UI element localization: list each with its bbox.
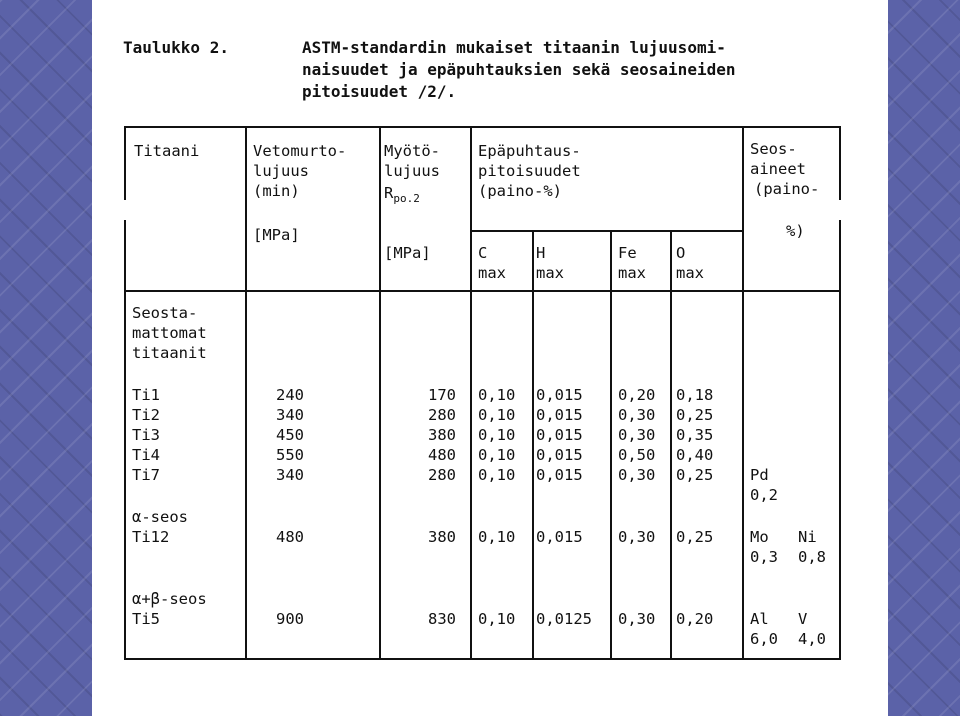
row-fe: 0,30	[618, 466, 656, 484]
row-h: 0,015	[536, 466, 583, 484]
row-o: 0,35	[676, 426, 714, 444]
row-o: 0,25	[676, 466, 714, 484]
table-bottom-border	[124, 658, 841, 660]
alloy-pd-label: Pd	[750, 466, 769, 484]
row-o: 0,20	[676, 610, 714, 628]
row-c: 0,10	[478, 406, 516, 424]
row-h: 0,015	[536, 446, 583, 464]
subheader-h: H	[536, 244, 546, 262]
row-fe: 0,30	[618, 528, 656, 546]
alloy-al-value: 6,0	[750, 630, 778, 648]
row-h: 0,015	[536, 386, 583, 404]
col-divider-3	[470, 126, 472, 658]
row-fe: 0,30	[618, 610, 656, 628]
group-unalloyed-2: mattomat	[132, 324, 207, 342]
header-impurity-1: Epäpuhtaus-	[478, 142, 581, 160]
document-page	[92, 0, 888, 716]
alloy-ni-label: Ni	[798, 528, 817, 546]
col-divider-1	[245, 126, 247, 658]
right-border-top	[839, 126, 841, 200]
row-tensile: 340	[276, 406, 304, 424]
header-yield-2: lujuus	[384, 162, 440, 180]
row-c: 0,10	[478, 528, 516, 546]
row-name: Ti5	[132, 610, 160, 628]
alloy-mo-label: Mo	[750, 528, 769, 546]
header-tensile-1: Vetomurto-	[253, 142, 347, 160]
header-yield-1: Myötö-	[384, 142, 440, 160]
group-alpha-beta: α+β-seos	[132, 590, 207, 608]
row-c: 0,10	[478, 386, 516, 404]
row-yield: 830	[428, 610, 456, 628]
row-tensile: 240	[276, 386, 304, 404]
row-fe: 0,50	[618, 446, 656, 464]
row-c: 0,10	[478, 610, 516, 628]
row-tensile: 340	[276, 466, 304, 484]
header-yield-subscript: po.2	[393, 192, 420, 205]
subheader-o-max: max	[676, 264, 704, 282]
left-border-bottom	[124, 220, 126, 660]
caption-line-3: pitoisuudet /2/.	[302, 82, 457, 101]
col-divider-fe-o	[670, 230, 672, 658]
header-impurity-3: (paino-%)	[478, 182, 562, 200]
row-h: 0,015	[536, 406, 583, 424]
impurity-subheader-border	[470, 230, 742, 232]
table-top-border	[124, 126, 841, 128]
row-tensile: 900	[276, 610, 304, 628]
alloy-v-value: 4,0	[798, 630, 826, 648]
col-divider-h-fe	[610, 230, 612, 658]
header-yield-unit: [MPa]	[384, 244, 431, 262]
row-yield: 280	[428, 466, 456, 484]
row-name: Ti3	[132, 426, 160, 444]
row-c: 0,10	[478, 466, 516, 484]
row-o: 0,18	[676, 386, 714, 404]
row-tensile: 480	[276, 528, 304, 546]
header-alloying-3: (paino-	[754, 180, 820, 198]
row-o: 0,25	[676, 406, 714, 424]
left-border-top	[124, 126, 126, 200]
row-yield: 380	[428, 528, 456, 546]
header-tensile-2: lujuus	[253, 162, 309, 180]
row-name: Ti7	[132, 466, 160, 484]
header-tensile-3: (min)	[253, 182, 300, 200]
col-divider-c-h	[532, 230, 534, 658]
row-yield: 480	[428, 446, 456, 464]
row-h: 0,0125	[536, 610, 592, 628]
table-label: Taulukko 2.	[123, 38, 229, 57]
row-fe: 0,30	[618, 426, 656, 444]
subheader-h-max: max	[536, 264, 564, 282]
row-fe: 0,20	[618, 386, 656, 404]
alloy-mo-value: 0,3	[750, 548, 778, 566]
row-name: Ti4	[132, 446, 160, 464]
row-o: 0,25	[676, 528, 714, 546]
subheader-fe: Fe	[618, 244, 637, 262]
row-fe: 0,30	[618, 406, 656, 424]
row-name: Ti1	[132, 386, 160, 404]
row-tensile: 550	[276, 446, 304, 464]
row-c: 0,10	[478, 446, 516, 464]
row-name: Ti12	[132, 528, 170, 546]
caption-line-1: ASTM-standardin mukaiset titaanin lujuusomi-	[302, 38, 726, 57]
col-divider-2	[379, 126, 381, 658]
group-alpha: α-seos	[132, 508, 188, 526]
header-impurity-2: pitoisuudet	[478, 162, 581, 180]
subheader-c: C	[478, 244, 488, 262]
subheader-o: O	[676, 244, 686, 262]
row-yield: 380	[428, 426, 456, 444]
row-o: 0,40	[676, 446, 714, 464]
row-h: 0,015	[536, 528, 583, 546]
row-h: 0,015	[536, 426, 583, 444]
subheader-fe-max: max	[618, 264, 646, 282]
col-divider-4	[742, 126, 744, 658]
alloy-pd-value: 0,2	[750, 486, 778, 504]
row-yield: 170	[428, 386, 456, 404]
subheader-c-max: max	[478, 264, 506, 282]
alloy-ni-value: 0,8	[798, 548, 826, 566]
right-border-bottom	[839, 220, 841, 660]
row-name: Ti2	[132, 406, 160, 424]
row-tensile: 450	[276, 426, 304, 444]
header-bottom-border	[124, 290, 841, 292]
alloy-al-label: Al	[750, 610, 769, 628]
header-yield-3: $R_{po.2}$	[384, 184, 420, 205]
header-tensile-unit: [MPa]	[253, 226, 300, 244]
header-titaani: Titaani	[134, 142, 200, 160]
header-alloying-1: Seos-	[750, 140, 797, 158]
header-alloying-4: %)	[786, 222, 805, 240]
row-c: 0,10	[478, 426, 516, 444]
caption-line-2: naisuudet ja epäpuhtauksien sekä seosaineiden	[302, 60, 736, 79]
row-yield: 280	[428, 406, 456, 424]
header-alloying-2: aineet	[750, 160, 806, 178]
group-unalloyed-1: Seosta-	[132, 304, 198, 322]
group-unalloyed-3: titaanit	[132, 344, 207, 362]
alloy-v-label: V	[798, 610, 808, 628]
